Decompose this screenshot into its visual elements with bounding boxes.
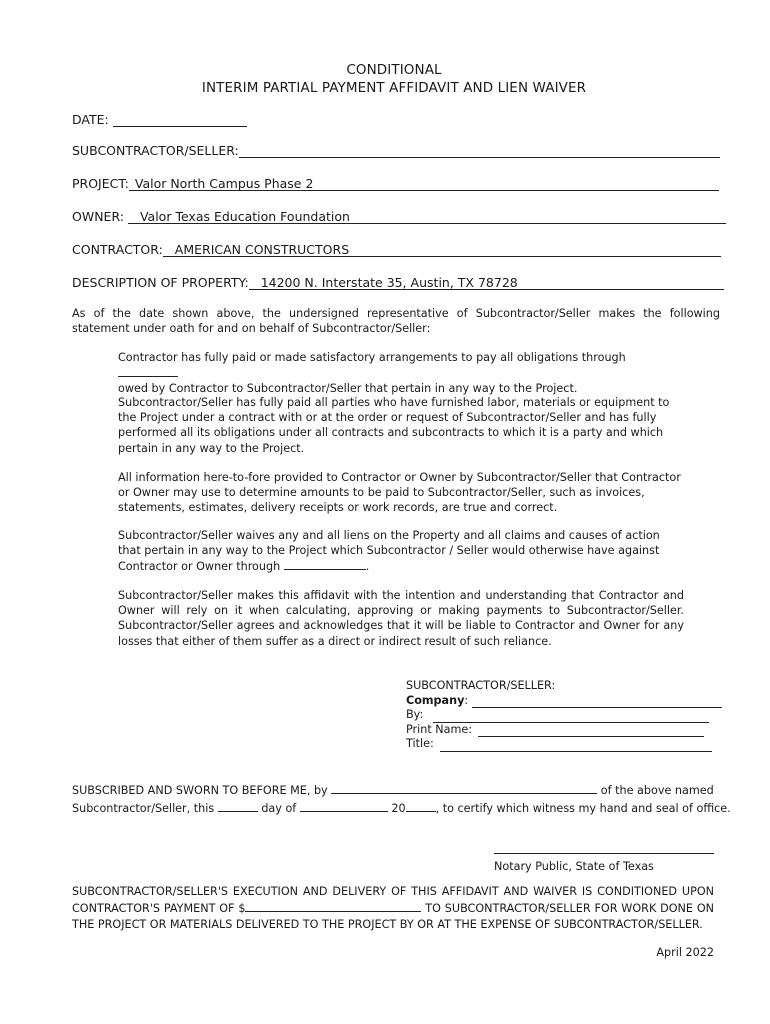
- sworn-statement: [72, 782, 731, 816]
- subcontractor-label: SUBCONTRACTOR/SELLER:: [72, 143, 239, 158]
- company-label: Company: [406, 693, 465, 707]
- sworn-year-blank[interactable]: [406, 800, 436, 812]
- subcontractor-field: [72, 143, 720, 158]
- print-name-line[interactable]: [478, 725, 704, 737]
- statement-paragraph-3: All information here-to-fore provided to Contractor or Owner by Subcontractor/Seller that Contractor or Owner may use to determine amounts to be paid to Subcontractor/Seller, such as invoices, statements, estimates, delivery receipts or work records, are true and correct.: [118, 471, 681, 515]
- conditions-text-a: SUBCONTRACTOR/SELLER'S EXECUTION AND DELIVERY OF THIS AFFIDAVIT AND WAIVER IS CONDITIONED UPON CONTRACTOR'S PAYMENT OF $: [72, 885, 714, 915]
- waiver-through-date-blank[interactable]: [284, 558, 366, 570]
- project-value[interactable]: Valor North Campus Phase 2: [129, 177, 719, 191]
- title-label: Title:: [406, 737, 434, 751]
- by-row: [406, 708, 722, 723]
- statement-1-text-a: Contractor has fully paid or made satisfactory arrangements to pay all obligations through: [118, 351, 626, 364]
- date-input-line[interactable]: [113, 113, 247, 127]
- by-signature-line[interactable]: [433, 711, 709, 723]
- conditions-paragraph: [72, 884, 714, 932]
- title-line[interactable]: [440, 740, 712, 752]
- statement-4-period: .: [365, 560, 370, 574]
- print-name-label: Print Name:: [406, 722, 473, 736]
- conditions-text-b: TO SUBCONTRACTOR/SELLER FOR WORK DONE ON THE PROJECT OR MATERIALS DELIVERED TO THE PROJECT BY OR AT THE EXPENSE OF SUBCONTRACTOR/SELLER.: [72, 901, 714, 931]
- by-label: By:: [406, 708, 424, 722]
- property-description-value[interactable]: 14200 N. Interstate 35, Austin, TX 78728: [249, 276, 724, 290]
- document-title-line1: CONDITIONAL: [346, 62, 442, 78]
- notary-block: [494, 852, 714, 873]
- sworn-text-e: 20: [391, 802, 406, 816]
- sworn-line-2: [72, 800, 731, 816]
- property-description-label: DESCRIPTION OF PROPERTY:: [72, 275, 249, 290]
- signature-heading: SUBCONTRACTOR/SELLER:: [406, 679, 556, 692]
- sworn-text-b: of the above named: [600, 784, 714, 797]
- statement-1-text-b: owed by Contractor to Subcontractor/Seller that pertain in any way to the Project.: [118, 382, 578, 396]
- intro-statement: As of the date shown above, the undersigned representative of Subcontractor/Seller makes the following statement under oath for and on behalf of Subcontractor/Seller:: [72, 307, 720, 336]
- statement-paragraph-5: Subcontractor/Seller makes this affidavit with the intention and understanding that Contractor and Owner will rely on it when calculating, approving or making payments to Subcontractor/Seller. Subcontractor/Seller agrees and acknowledges that it will be liable to Contractor and Owner for any losses that either of them suffer as a direct or indirect result of such reliance.: [118, 589, 684, 648]
- signature-block: [406, 679, 722, 752]
- sworn-text-c: Subcontractor/Seller, this: [72, 802, 215, 816]
- signature-heading-row: [406, 679, 722, 694]
- sworn-line-1: [72, 782, 720, 798]
- payment-amount-blank[interactable]: [245, 900, 421, 912]
- date-label: DATE:: [72, 112, 109, 127]
- statement-paragraph-4: [118, 528, 684, 575]
- property-description-field: [72, 275, 724, 290]
- print-name-row: [406, 723, 722, 738]
- document-title-line2: INTERIM PARTIAL PAYMENT AFFIDAVIT AND LIEN WAIVER: [201, 80, 587, 96]
- owner-label: OWNER:: [72, 209, 124, 224]
- project-label: PROJECT:: [72, 176, 129, 191]
- through-date-blank[interactable]: [118, 365, 178, 377]
- project-field: [72, 176, 719, 191]
- sworn-text-a: SUBSCRIBED AND SWORN TO BEFORE ME, by: [72, 784, 328, 797]
- owner-value[interactable]: Valor Texas Education Foundation: [128, 210, 726, 224]
- company-line[interactable]: [472, 696, 722, 708]
- notary-signature-line[interactable]: [494, 852, 714, 854]
- title-row: [406, 737, 722, 752]
- sworn-month-blank[interactable]: [300, 800, 388, 812]
- date-field: [72, 112, 247, 127]
- contractor-label: CONTRACTOR:: [72, 242, 163, 257]
- sworn-day-blank[interactable]: [218, 800, 258, 812]
- sworn-text-f: , to certify which witness my hand and seal of office.: [435, 802, 731, 816]
- company-row: [406, 694, 722, 709]
- sworn-text-d: day of: [261, 802, 297, 816]
- owner-field: [72, 209, 726, 224]
- contractor-field: [72, 242, 721, 257]
- revision-date: April 2022: [656, 946, 714, 959]
- company-colon: :: [464, 693, 469, 707]
- subcontractor-input-line[interactable]: [239, 144, 720, 158]
- sworn-by-blank[interactable]: [331, 782, 597, 794]
- notary-label: Notary Public, State of Texas: [494, 860, 654, 873]
- contractor-value[interactable]: AMERICAN CONSTRUCTORS: [163, 243, 721, 257]
- statement-paragraph-1: [118, 350, 684, 397]
- statement-paragraph-2: Subcontractor/Seller has fully paid all parties who have furnished labor, materials or equipment to the Project under a contract with or at the order or request of Subcontractor/Seller and has fully performed all its obligations under all contracts and subcontracts to which it is a party and which pertain in any way to the Project.: [118, 396, 670, 455]
- statement-4-text: Subcontractor/Seller waives any and all liens on the Property and all claims and causes of action that pertain in any way to the Project which Subcontractor / Seller would otherwise have against Contractor or Owner through: [118, 529, 660, 574]
